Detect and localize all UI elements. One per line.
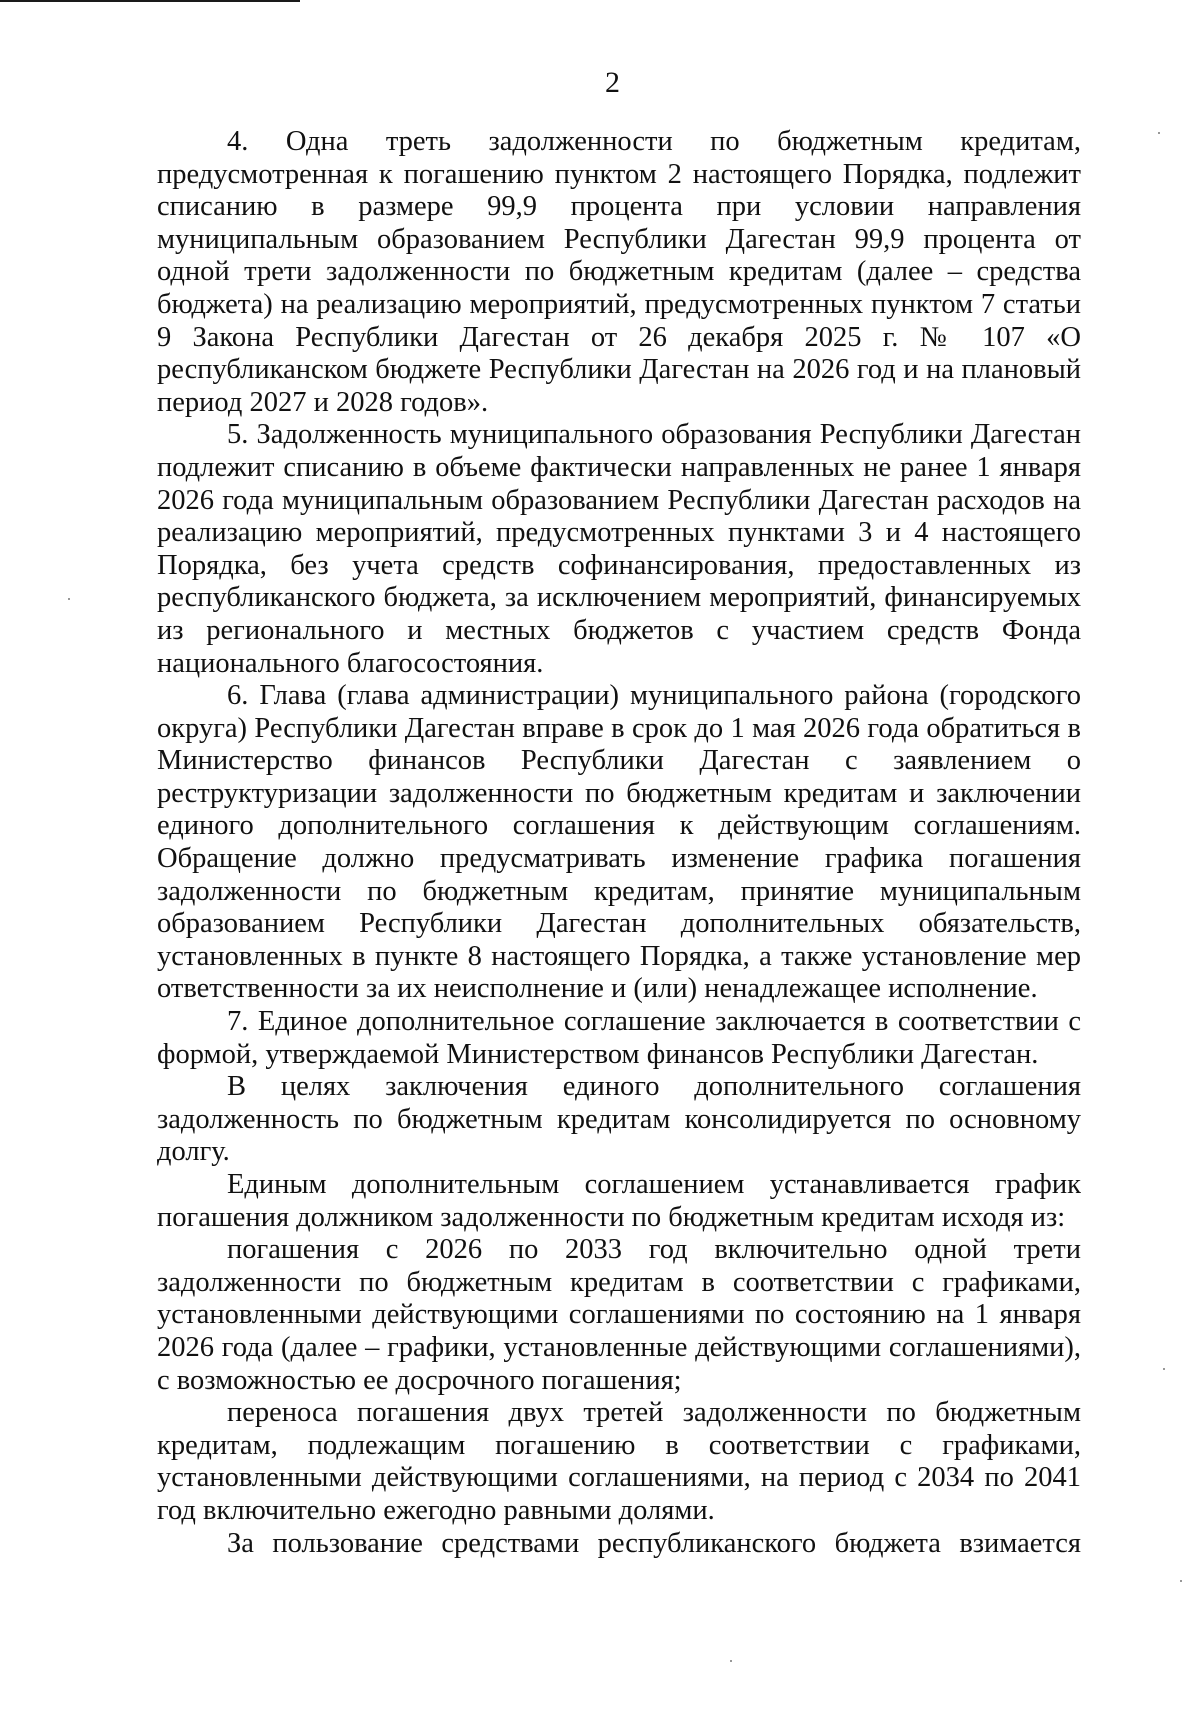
paragraph-transfer-2034-2041: переноса погашения двух третей задолженности по бюджетным кредитам, подлежащим погашению в соответствии с графиками, установленными действующими соглашениями, на период с 2034 по 2041 год включительно ежегодно равными долями. (157, 1397, 1081, 1526)
paragraph-usage-fee: За пользование средствами республиканского бюджета взимается (227, 1527, 1081, 1559)
paragraph-consolidation: В целях заключения единого дополнительного соглашения задолженность по бюджетным кредитам консолидируется по основному долгу. (157, 1071, 1081, 1168)
scan-speck (1158, 132, 1160, 134)
paragraph-4: 4. Одна треть задолженности по бюджетным кредитам, предусмотренная к погашению пунктом 2 настоящего Порядка, подлежит списанию в размере 99,9 процента при условии направления муниципальным образованием Республики Дагестан 99,9 процента от одной трети задолженности по бюджетным кредитам (далее – средства бюджета) на реализацию мероприятий, предусмотренных пунктом 7 статьи 9 Закона Республики Дагестан от 26 декабря 2025 г. № 107 «О республиканском бюджете Республики Дагестан на 2026 год и на плановый период 2027 и 2028 годов». (157, 126, 1081, 418)
scan-speck (1180, 1580, 1182, 1582)
paragraph-5: 5. Задолженность муниципального образования Республики Дагестан подлежит списанию в объеме фактически направленных не ранее 1 января 2026 года муниципальным образованием Республики Дагестан расходов на реализацию мероприятий, предусмотренных пунктами 3 и 4 настоящего Порядка, без учета средств софинансирования, предоставленных из республиканского бюджета, за исключением мероприятий, финансируемых из регионального и местных бюджетов с участием средств Фонда национального благосостояния. (157, 419, 1081, 679)
paragraph-7: 7. Единое дополнительное соглашение заключается в соответствии с формой, утверждаемой Министерством финансов Республики Дагестан. (157, 1006, 1081, 1070)
paragraph-schedule-intro: Единым дополнительным соглашением устанавливается график погашения должником задолженности по бюджетным кредитам исходя из: (157, 1169, 1081, 1233)
top-rule (0, 0, 300, 2)
scan-speck (1163, 1368, 1165, 1370)
document-body (157, 126, 1081, 1560)
scan-speck (68, 598, 70, 600)
paragraph-repayment-2026-2033: погашения с 2026 по 2033 год включительно одной трети задолженности по бюджетным кредитам в соответствии с графиками, установленными действующими соглашениями по состоянию на 1 января 2026 года (далее – графики, установленные действующими соглашениями), с возможностью ее досрочного погашения; (157, 1234, 1081, 1396)
paragraph-6: 6. Глава (глава администрации) муниципального района (городского округа) Республики Дагестан вправе в срок до 1 мая 2026 года обратиться в Министерство финансов Республики Дагестан с заявлением о реструктуризации задолженности по бюджетным кредитам и заключении единого дополнительного соглашения к действующим соглашениям. Обращение должно предусматривать изменение графика погашения задолженности по бюджетным кредитам, принятие муниципальным образованием Республики Дагестан дополнительных обязательств, установленных в пункте 8 настоящего Порядка, а также установление мер ответственности за их неисполнение и (или) ненадлежащее исполнение. (157, 680, 1081, 1005)
scan-speck (730, 1660, 732, 1662)
page-number: 2 (605, 66, 620, 99)
